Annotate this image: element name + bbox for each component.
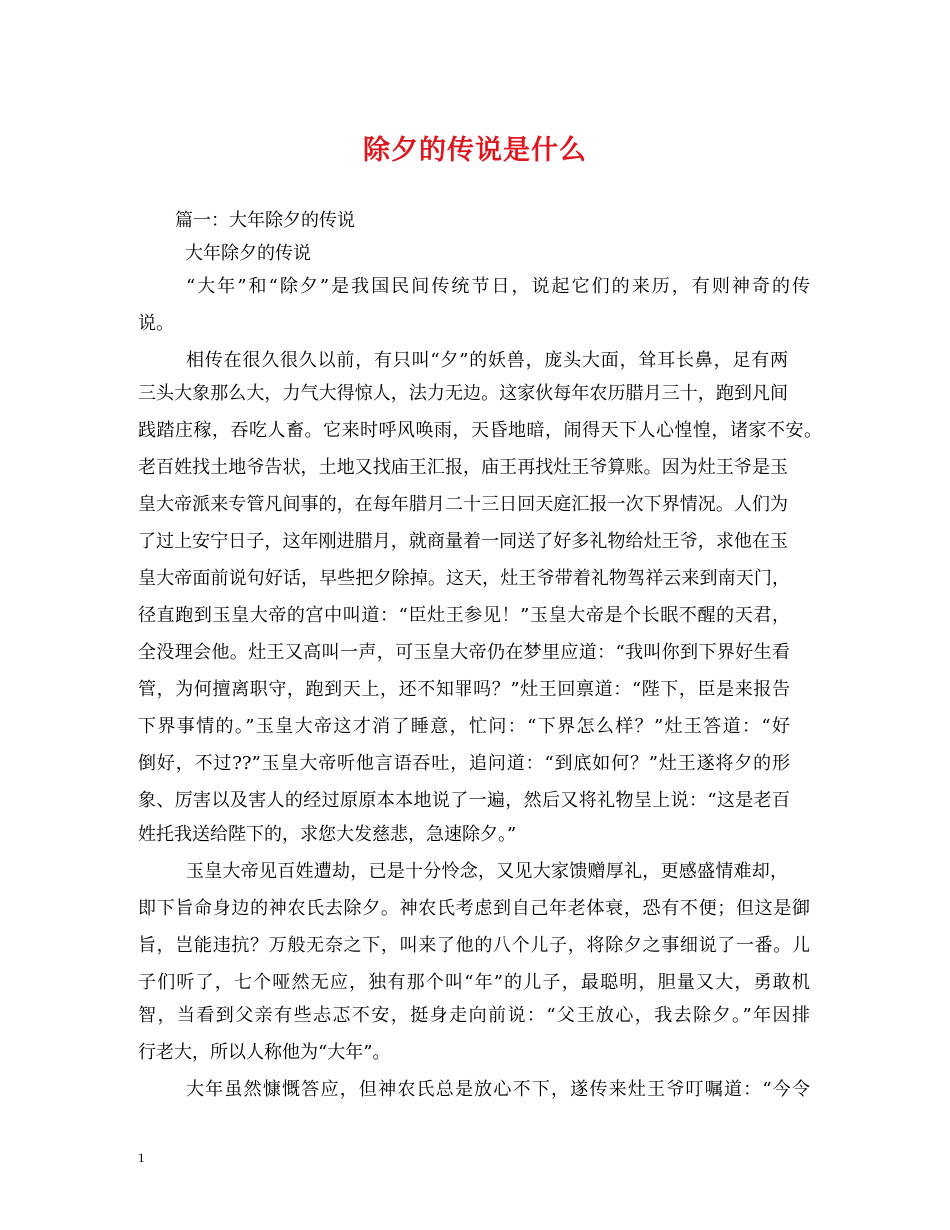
subheading: 大年除夕的传说	[185, 243, 311, 264]
body-line: 全没理会他。灶王又高叫一声，可玉皇大帝仍在梦里应道：“我叫你到下界好生看	[138, 642, 790, 663]
body-line: 相传在很久很久以前，有只叫“夕”的妖兽，庞头大面，耸耳长鼻，足有两	[186, 350, 788, 371]
body-line: 三头大象那么大，力气大得惊人，法力无边。这家伙每年农历腊月三十，跑到凡间	[138, 383, 788, 404]
body-line: 径直跑到玉皇大帝的宫中叫道：“臣灶王参见！”玉皇大帝是个长眠不醒的天君，	[138, 605, 790, 626]
body-line: 老百姓找土地爷告状，土地又找庙王汇报，庙王再找灶王爷算账。因为灶王爷是玉	[138, 457, 788, 478]
body-line: 说。	[138, 313, 174, 334]
document-title: 除夕的传说是什么	[363, 135, 587, 166]
body-line: 皇大帝面前说句好话，早些把夕除掉。这天，灶王爷带着礼物驾祥云来到南天门，	[138, 568, 790, 589]
body-line: 倒好，不过??”玉皇大帝听他言语吞吐，追问道：“到底如何？”灶王遂将夕的形	[138, 753, 790, 774]
body-line: 智，当看到父亲有些忐忑不安，挺身走向前说：“父王放心，我去除夕。”年因排	[138, 1005, 810, 1026]
body-line: 旨，岂能违抗？万般无奈之下，叫来了他的八个儿子，将除夕之事细说了一番。儿	[138, 935, 810, 956]
body-line: 即下旨命身边的神农氏去除夕。神农氏考虑到自己年老体衰，恐有不便；但这是御	[138, 898, 810, 919]
page-number: 1	[138, 1150, 145, 1165]
body-line: 皇大帝派来专管凡间事的，在每年腊月二十三日回天庭汇报一次下界情况。人们为	[138, 494, 788, 515]
section-heading: 篇一：大年除夕的传说	[175, 210, 355, 231]
body-line: 子们听了，七个哑然无应，独有那个叫“年”的儿子，最聪明，胆量又大，勇敢机	[138, 972, 810, 993]
body-line: 姓托我送给陛下的，求您大发慈悲，急速除夕。”	[138, 824, 517, 845]
body-line: “大年”和“除夕”是我国民间传统节日，说起它们的来历，有则神奇的传	[186, 276, 810, 297]
body-line: 大年虽然慷慨答应，但神农氏总是放心不下，遂传来灶王爷叮嘱道：“今令	[186, 1079, 810, 1100]
body-line: 管，为何擅离职守，跑到天上，还不知罪吗？”灶王回禀道：“陛下，臣是来报告	[138, 679, 790, 700]
body-line: 象、厉害以及害人的经过原原本本地说了一遍，然后又将礼物呈上说：“这是老百	[138, 790, 790, 811]
body-line: 玉皇大帝见百姓遭劫，已是十分怜念，又见大家馈赠厚礼，更感盛情难却，	[186, 861, 788, 882]
body-line: 践踏庄稼，吞吃人畜。它来时呼风唤雨，天昏地暗，闹得天下人心惶惶，诸家不安。	[138, 420, 822, 441]
body-line: 了过上安宁日子，这年刚进腊月，就商量着一同送了好多礼物给灶王爷，求他在玉	[138, 531, 788, 552]
body-line: 行老大，所以人称他为“大年”。	[138, 1042, 391, 1063]
body-line: 下界事情的。”玉皇大帝这才消了睡意，忙问：“下界怎么样？”灶王答道：“好	[138, 716, 790, 737]
